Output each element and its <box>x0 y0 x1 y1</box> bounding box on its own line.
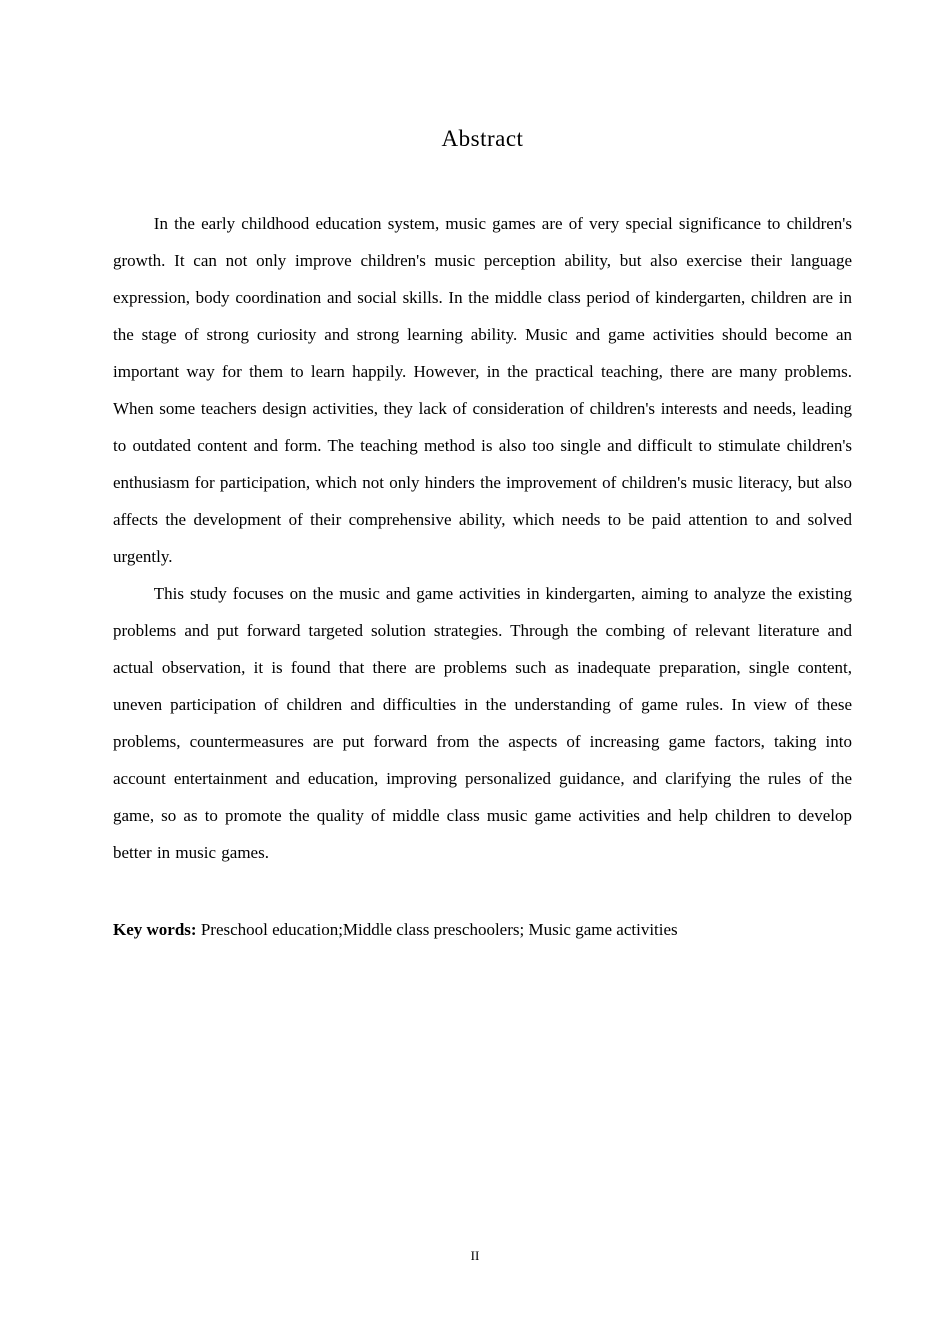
page-title: Abstract <box>441 126 524 151</box>
keywords-label: Key words: <box>113 920 197 939</box>
keywords-text: Preschool education;Middle class preschoolers; Music game activities <box>196 920 678 939</box>
page-content <box>113 0 852 948</box>
abstract-paragraph-1: In the early childhood education system, music games are of very special significance to children's growth. It can not only improve children's music perception ability, but also exercise their language expression, body coordination and social skills. In the middle class period of kindergarten, children are in the stage of strong curiosity and strong learning ability. Music and game activities should become an important way for them to learn happily. However, in the practical teaching, there are many problems. When some teachers design activities, they lack of consideration of children's interests and needs, leading to outdated content and form. The teaching method is also too single and difficult to stimulate children's enthusiasm for participation, which not only hinders the improvement of children's music literacy, but also affects the development of their comprehensive ability, which needs to be paid attention to and solved urgently. <box>113 214 852 566</box>
keywords-line <box>113 911 852 948</box>
abstract-paragraph-2: This study focuses on the music and game activities in kindergarten, aiming to analyze the existing problems and put forward targeted solution strategies. Through the combing of relevant literature and actual observation, it is found that there are problems such as inadequate preparation, single content, uneven participation of children and difficulties in the understanding of game rules. In view of these problems, countermeasures are put forward from the aspects of increasing game factors, taking into account entertainment and education, improving personalized guidance, and clarifying the rules of the game, so as to promote the quality of middle class music game activities and help children to develop better in music games. <box>113 584 852 862</box>
abstract-body <box>113 205 852 871</box>
page-number: II <box>470 1248 480 1263</box>
